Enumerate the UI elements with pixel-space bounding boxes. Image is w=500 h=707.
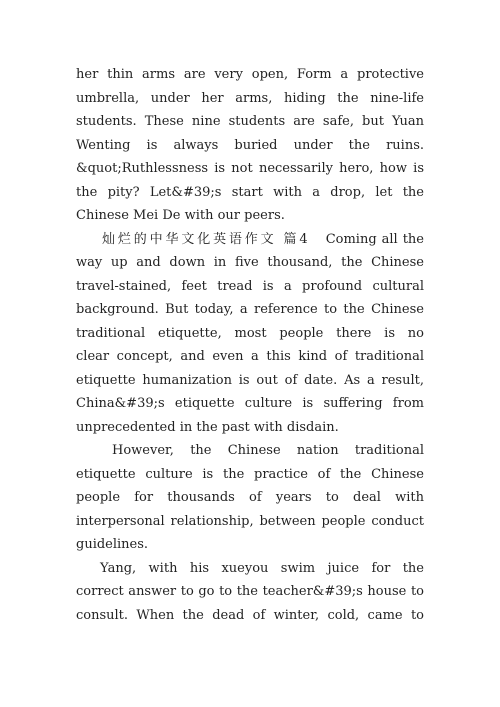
text-line: background. But today, a reference to the Chinese xyxy=(76,302,424,317)
text-line: etiquette culture is the practice of the Chinese xyxy=(76,466,424,482)
text-line: traditional etiquette, most people there is no xyxy=(76,325,424,341)
text-line: students. These nine students are safe, but Yuan xyxy=(76,114,424,129)
text-line: &quot;Ruthlessness is not necessarily hero, how is xyxy=(76,161,424,176)
section-heading: 灿烂的中华文化英语作文 篇4 xyxy=(102,231,310,247)
text-line: Chinese Mei De with our peers. xyxy=(76,208,285,223)
text-line: unprecedented in the past with disdain. xyxy=(76,419,339,435)
text-line: interpersonal relationship, between people conduct xyxy=(76,513,424,529)
text-line: clear concept, and even a this kind of traditional xyxy=(76,349,424,364)
text-line: correct answer to go to the teacher&#39;s house to xyxy=(76,584,424,599)
text-line: the pity? Let&#39;s start with a drop, let the xyxy=(76,184,424,200)
text-line: etiquette humanization is out of date. As a result, xyxy=(76,372,424,388)
text-line: Coming all the xyxy=(325,231,424,247)
text-line: China&#39;s etiquette culture is suffering from xyxy=(76,396,424,411)
document-body xyxy=(76,63,424,627)
text-line: umbrella, under her arms, hiding the nine-life xyxy=(76,90,424,106)
text-line: However, the Chinese nation traditional xyxy=(112,443,424,458)
text-line: travel-stained, feet tread is a profound cultural xyxy=(76,278,424,294)
text-line: Wenting is always buried under the ruins. xyxy=(76,137,424,153)
section-heading-line xyxy=(76,228,424,252)
text-line: consult. When the dead of winter, cold, came to xyxy=(76,607,424,623)
text-line: her thin arms are very open, Form a protective xyxy=(76,67,424,82)
text-line: guidelines. xyxy=(76,537,149,552)
text-line: way up and down in five thousand, the Chinese xyxy=(76,255,424,270)
text-line: people for thousands of years to deal with xyxy=(76,490,424,505)
text-line: Yang, with his xueyou swim juice for the xyxy=(100,560,424,576)
